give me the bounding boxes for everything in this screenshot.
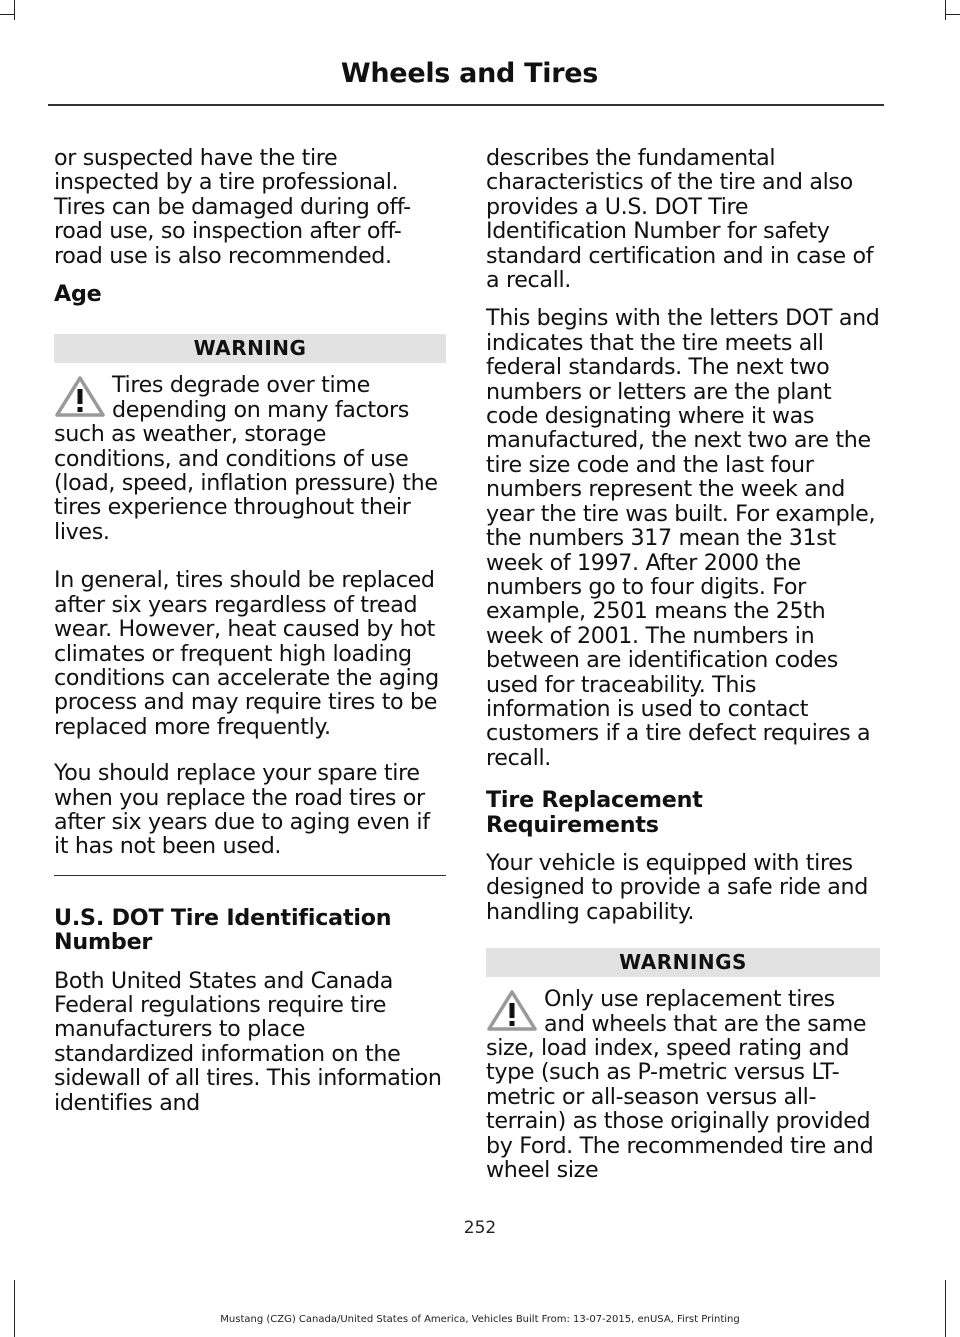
page-number: 252 xyxy=(463,1218,497,1238)
paragraph-equipped-tires: Your vehicle is equipped with tires designed to provide a safe ride and handling capability. xyxy=(486,849,868,925)
left-column xyxy=(54,146,446,1129)
heading-dot-tire-id: U.S. DOT Tire Identification Number xyxy=(54,904,392,956)
header-divider xyxy=(48,104,884,106)
warning-box xyxy=(54,373,446,544)
heading-tire-replacement: Tire Replacement Requirements xyxy=(486,787,703,838)
right-column xyxy=(486,146,880,1206)
warnings-text: Only use replacement tires and wheels that are the same size, load index, speed rating and type (such as P-metric versus LT-metric or all-season versus all-terrain) as those originally provided by Ford. The recommended tire and wheel size xyxy=(486,986,874,1184)
warnings-box xyxy=(486,987,880,1182)
crop-mark-top-right-h xyxy=(946,14,960,15)
paragraph-federal-regulations: Both United States and Canada Federal regulations require tire manufacturers to place standardized information on the sidewall of all tires. This information identifies and xyxy=(54,967,442,1116)
paragraph-describes-characteristics: describes the fundamental characteristics of the tire and also provides a U.S. DOT Tire Identification Number for safety standard certification and in case of a recall. xyxy=(486,145,874,294)
warning-text: Tires degrade over time depending on many factors such as weather, storage conditions, and conditions of use (load, speed, inflation pressure) the tires experience throughout their lives. xyxy=(54,372,438,545)
crop-mark-top-left-v xyxy=(14,0,15,20)
warning-triangle-icon xyxy=(486,989,538,1033)
heading-age: Age xyxy=(54,281,102,308)
warning-header: WARNING xyxy=(54,334,446,363)
crop-mark-bottom-right-v xyxy=(945,1280,946,1337)
paragraph-dot-code-explanation: This begins with the letters DOT and indicates that the tire meets all federal standards. The next two numbers or letters are the plant code designating where it was manufactured, the next two are the tire size code and the last four numbers represent the week and year the tire was built. For example, the numbers 317 mean the 31st week of 1997. After 2000 the numbers go to four digits. For example, 2501 means the 25th week of 2001. The numbers in between are identification codes used for traceability. This information is used to contact customers if a tire defect requires a recall. xyxy=(486,305,880,771)
page-footer: Mustang (CZG) Canada/United States of America, Vehicles Built From: 13-07-2015, enUSA, First Printing xyxy=(220,1314,740,1325)
warning-triangle-icon xyxy=(54,375,106,419)
crop-mark-top-left-h xyxy=(0,14,14,15)
section-divider xyxy=(54,875,446,876)
paragraph-offroad-inspection: or suspected have the tire inspected by a tire professional. Tires can be damaged during off-road use, so inspection after off-road use is also recommended. xyxy=(54,145,411,269)
paragraph-replace-six-years: In general, tires should be replaced after six years regardless of tread wear. However, heat caused by hot climates or frequent high loading conditions can accelerate the aging process and may require tires to be replaced more frequently. xyxy=(54,567,439,740)
paragraph-spare-tire: You should replace your spare tire when you replace the road tires or after six years due to aging even if it has not been used. xyxy=(54,760,430,860)
page-header-title: Wheels and Tires xyxy=(340,58,598,89)
crop-mark-top-right-v xyxy=(945,0,946,20)
crop-mark-bottom-left-v xyxy=(14,1280,15,1337)
warnings-header: WARNINGS xyxy=(486,948,880,977)
